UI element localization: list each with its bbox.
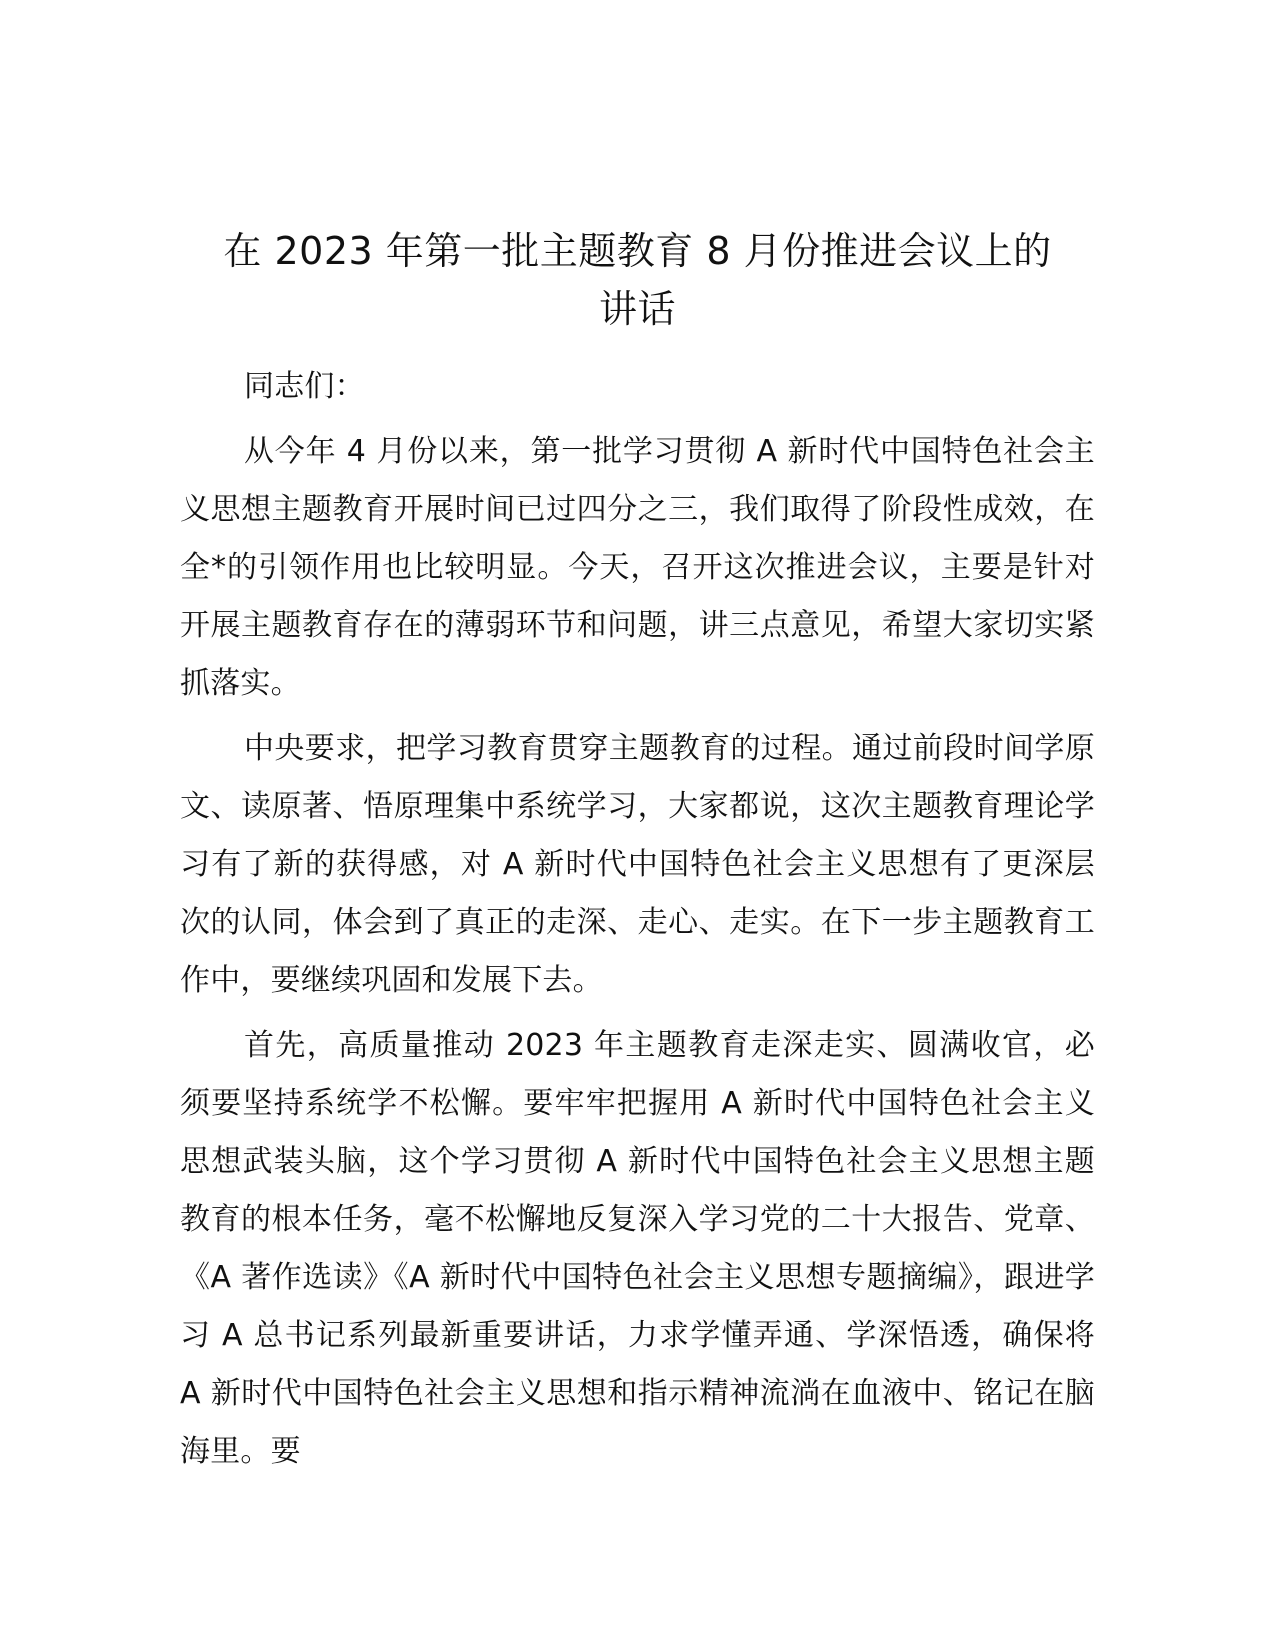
title-line-2: 讲话 <box>598 287 676 331</box>
document-body <box>180 358 1095 1488</box>
paragraph-1: 从今年 4 月份以来，第一批学习贯彻 A 新时代中国特色社会主义思想主题教育开展时间已过四分之三，我们取得了阶段性成效，在全*的引领作用也比较明显。今天，召开这次推进会议，主要是针对开展主题教育存在的薄弱环节和问题，讲三点意见，希望大家切实紧抓落实。 <box>180 434 1095 701</box>
document-title <box>180 222 1095 338</box>
paragraph-3: 首先，高质量推动 2023 年主题教育走深走实、圆满收官，必须要坚持系统学不松懈。要牢牢把握用 A 新时代中国特色社会主义思想武装头脑，这个学习贯彻 A 新时代中国特色社会主义思想主题教育的根本任务，毫不松懈地反复深入学习党的二十大报告、党章、《A 著作选读》《A 新时代中国特色社会主义思想专题摘编》，跟进学习 A 总书记系列最新重要讲话，力求学懂弄通、学深悟透，确保将 A 新时代中国特色社会主义思想和指示精神流淌在血液中、铭记在脑海里。要 <box>180 1028 1095 1469</box>
salutation: 同志们： <box>244 369 365 404</box>
title-line-1: 在 2023 年第一批主题教育 8 月份推进会议上的 <box>223 229 1052 273</box>
paragraph-2: 中央要求，把学习教育贯穿主题教育的过程。通过前段时间学原文、读原著、悟原理集中系统学习，大家都说，这次主题教育理论学习有了新的获得感，对 A 新时代中国特色社会主义思想有了更深层次的认同，体会到了真正的走深、走心、走实。在下一步主题教育工作中，要继续巩固和发展下去。 <box>180 731 1095 998</box>
